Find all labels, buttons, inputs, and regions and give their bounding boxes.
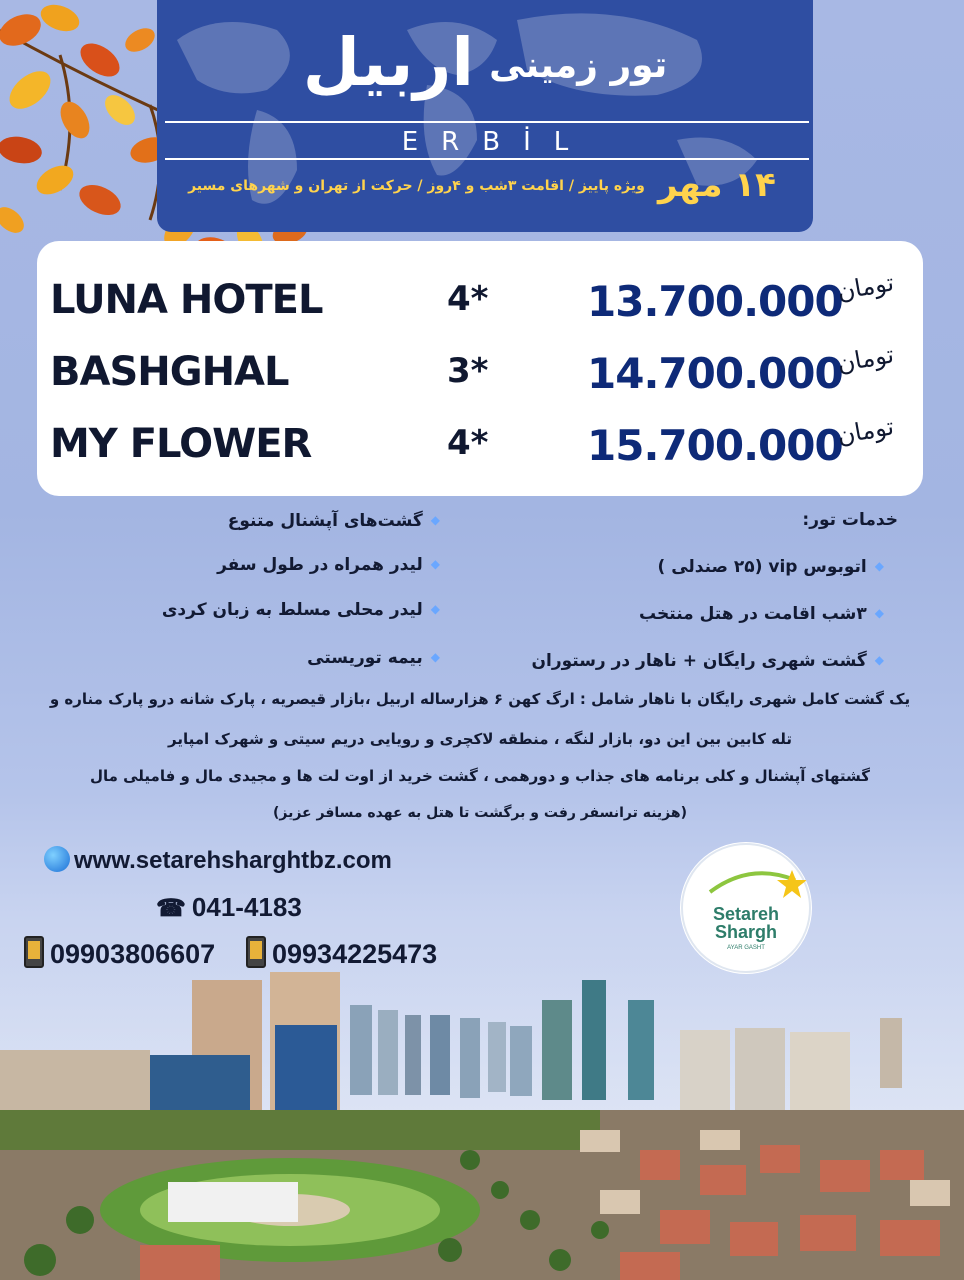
hotel-row [37,339,923,411]
bullet-icon: ◆ [874,559,884,573]
phone-number[interactable]: ☎ 041-4183 [156,892,302,922]
hotel-name: BASHGHAL [50,349,289,395]
mobile-phone-icon [246,936,266,968]
currency-label: تومان [835,412,896,450]
title-big: اربیل [302,24,474,101]
hotel-name: LUNA HOTEL [50,277,323,323]
hotel-row [37,267,923,339]
divider-top [165,121,809,123]
mobile-number-1[interactable]: 09903806607 [24,936,215,970]
bullet-icon: ◆ [430,557,440,571]
hotel-stars: 4* [447,279,489,319]
page-title [157,24,813,101]
telephone-icon: ☎ [156,895,186,922]
header-banner [157,0,813,232]
mobile-number-2[interactable]: 09934225473 [246,936,437,970]
service-item: ◆گشت‌های آپشنال متنوع [227,511,440,531]
logo-line1: Setareh [712,904,780,924]
hotel-price: 14.700.000 [587,349,843,398]
logo-line3: AYAR GASHT [727,945,765,951]
departure-date: ۱۴ مهر [657,165,776,205]
globe-icon [44,846,70,872]
service-item: ◆بیمه توریستی [307,648,440,668]
tagline [157,165,807,205]
service-item: ◆لیدر محلی مسلط به زبان کردی [161,600,440,620]
website-link[interactable]: www.setarehsharghtbz.com [44,846,392,875]
bullet-icon: ◆ [430,513,440,527]
bullet-icon: ◆ [430,650,440,664]
tagline-text: ویژه پاییز / اقامت ۳شب و ۴روز / حرکت از تهران و شهرهای مسیر [188,178,645,194]
itinerary-line: گشتهای آپشنال و کلی برنامه های جذاب و دورهمی ، گشت خرید از اوت لت ها و مجیدی مال و فامیلی مال [89,767,871,785]
hotel-name: MY FLOWER [50,421,312,467]
logo-line2: Shargh [714,922,778,942]
bullet-icon: ◆ [430,602,440,616]
bullet-icon: ◆ [874,606,884,620]
itinerary-note: (هزینه ترانسفر رفت و برگشت تا هتل به عهده مسافر عزیز) [272,805,687,821]
itinerary-line: یک گشت کامل شهری رایگان با ناهار شامل : ارگ کهن ۶ هزارساله اربیل ،بازار قیصریه ، پارک شانه درو پارک مناره و [49,690,911,708]
service-item: ◆اتوبوس vip (۲۵ صندلی ) [657,557,884,577]
hotel-stars: 3* [447,351,489,391]
erbil-city-photo [0,960,964,1280]
hotel-stars: 4* [447,423,489,463]
service-item: ◆لیدر همراه در طول سفر [217,555,440,575]
price-card [37,241,923,496]
divider-bottom [165,158,809,160]
hotel-row [37,411,923,483]
bullet-icon: ◆ [874,653,884,667]
mobile-phone-icon [24,936,44,968]
service-item: ◆۳شب اقامت در هتل منتخب [639,604,884,624]
title-small: تور زمینی [489,45,668,86]
service-item: ◆گشت شهری رایگان + ناهار در رستوران [531,651,884,671]
currency-label: تومان [835,340,896,378]
latin-subtitle: ERBİL [401,127,592,157]
hotel-price: 15.700.000 [587,421,843,470]
setareh-shargh-logo [680,842,812,974]
currency-label: تومان [835,268,896,306]
itinerary-line: تله کابین بین این دو، بازار لنگه ، منطقه لاکچری و رویایی دریم سیتی و شهرک امپایر [168,730,792,748]
services-heading: خدمات تور: [802,510,898,530]
hotel-price: 13.700.000 [587,277,843,326]
